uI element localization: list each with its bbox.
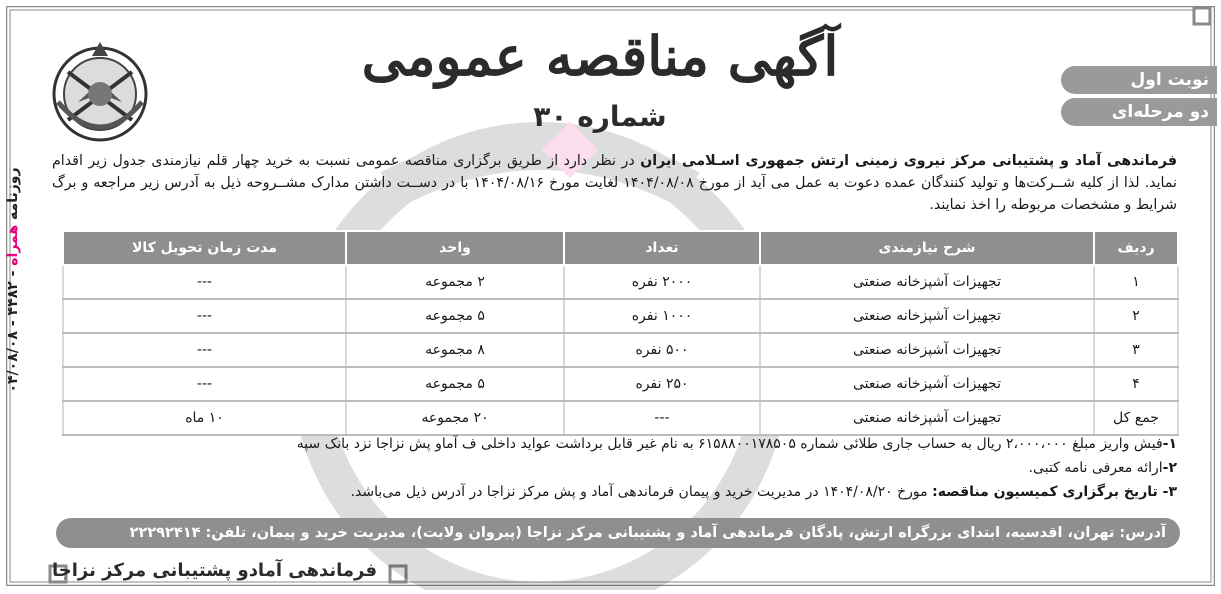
round-badge: نوبت اول [1061, 66, 1217, 94]
requirements-notes [52, 432, 1177, 504]
note-3-text: مورخ ۱۴۰۴/۰۸/۲۰ در مدیریت خرید و پیمان فرماندهی آماد و پش مرکز نزاجا در آدرس ذیل می‌باشد. [350, 484, 933, 500]
table-row [63, 333, 1178, 367]
note-1-number: ۱- [1162, 436, 1177, 452]
table-total-row [63, 401, 1178, 435]
page-title: آگهی مناقصه عمومی [361, 24, 839, 88]
row-unit: ۵ مجموعه [346, 299, 564, 333]
note-1-text: فیش واریز مبلغ ۲،۰۰۰،۰۰۰ ریال به حساب جاری طلائی شماره ۶۱۵۸۸۰۰۱۷۸۵۰۵ به نام غیر قابل برداشت عواید داخلی ف آماو پش نزاجا نزد بانک سپه [296, 436, 1163, 452]
side-suffix: - ۴۴۸۲ - ۰۴/۰۸/۰۸ [5, 265, 21, 393]
total-description: تجهیزات آشپزخانه صنعتی [760, 401, 1094, 435]
col-delivery-time: مدت زمان تحویل کالا [63, 231, 346, 265]
intro-paragraph [52, 150, 1177, 216]
row-description: تجهیزات آشپزخانه صنعتی [760, 367, 1094, 401]
row-description: تجهیزات آشپزخانه صنعتی [760, 299, 1094, 333]
table-header-row [63, 231, 1178, 265]
row-index: ۲ [1094, 299, 1178, 333]
side-newspaper-label [0, 90, 26, 470]
col-unit: واحد [346, 231, 564, 265]
row-delivery: --- [63, 265, 346, 299]
row-unit: ۲ مجموعه [346, 265, 564, 299]
row-delivery: --- [63, 299, 346, 333]
row-quantity: ۲۰۰۰ نفره [564, 265, 760, 299]
row-delivery: --- [63, 367, 346, 401]
row-quantity: ۱۰۰۰ نفره [564, 299, 760, 333]
issuer-signature: فرماندهی آمادو پشتیبانی مرکز نزاجا [52, 560, 378, 581]
intro-text: در نظر دارد از طریق برگزاری مناقصه عمومی نسبت به خرید چهار قلم نیازمندی جدول زیر اقدام نماید. لذا از کلیه شــرکت‌ها و تولید کنندگان عمده دعوت به عمل می آید از مورخ ۱۴۰۴/۰۸/۰۸ لغایت مورخ ۱۴۰۴/۰۸/۱۶ با در دســت داشتن مدارک مشــروحه ذیل به آدرس زیر مراجعه و برگ شرایط و مشخصات مربوطه را اخذ نمایند. [52, 153, 1177, 213]
col-quantity: تعداد [564, 231, 760, 265]
col-row: ردیف [1094, 231, 1178, 265]
note-3-title: ۳- تاریخ برگزاری کمیسیون مناقصه: [932, 484, 1177, 500]
total-delivery: ۱۰ ماه [63, 401, 346, 435]
row-unit: ۸ مجموعه [346, 333, 564, 367]
table-row [63, 367, 1178, 401]
row-index: ۴ [1094, 367, 1178, 401]
note-1 [52, 432, 1177, 456]
stage-badge: دو مرحله‌ای [1061, 98, 1217, 126]
row-index: ۳ [1094, 333, 1178, 367]
col-description: شرح نیازمندی [760, 231, 1094, 265]
row-description: تجهیزات آشپزخانه صنعتی [760, 333, 1094, 367]
row-quantity: ۲۵۰ نفره [564, 367, 760, 401]
row-index: ۱ [1094, 265, 1178, 299]
row-delivery: --- [63, 333, 346, 367]
total-label: جمع کل [1094, 401, 1178, 435]
army-emblem-logo [48, 32, 152, 150]
table-row [63, 265, 1178, 299]
requirements-table [62, 230, 1179, 436]
side-prefix: روزنامه [5, 167, 21, 225]
row-quantity: ۵۰۰ نفره [564, 333, 760, 367]
note-2-number: ۲- [1162, 460, 1177, 476]
note-3 [52, 480, 1177, 504]
tender-number: شماره ۳۰ [533, 100, 667, 133]
total-quantity: --- [564, 401, 760, 435]
note-2-text: ارائه معرفی نامه کتبی. [1028, 460, 1163, 476]
side-brand: همراه [5, 224, 21, 266]
organization-name: فرماندهی آماد و پشتیبانی مرکز نیروی زمینی ارتش جمهوری اسـلامی ایران [640, 153, 1177, 169]
note-2 [52, 456, 1177, 480]
row-unit: ۵ مجموعه [346, 367, 564, 401]
table-row [63, 299, 1178, 333]
row-description: تجهیزات آشپزخانه صنعتی [760, 265, 1094, 299]
address-bar: آدرس: تهران، اقدسیه، ابتدای بزرگراه ارتش، پادگان فرماندهی آماد و پشتیبانی مرکز نزاجا (پیروان ولایت)، مدیریت خرید و پیمان، تلفن: ۲۲۲۹۲۴۱۴ [56, 518, 1180, 548]
total-unit: ۲۰ مجموعه [346, 401, 564, 435]
